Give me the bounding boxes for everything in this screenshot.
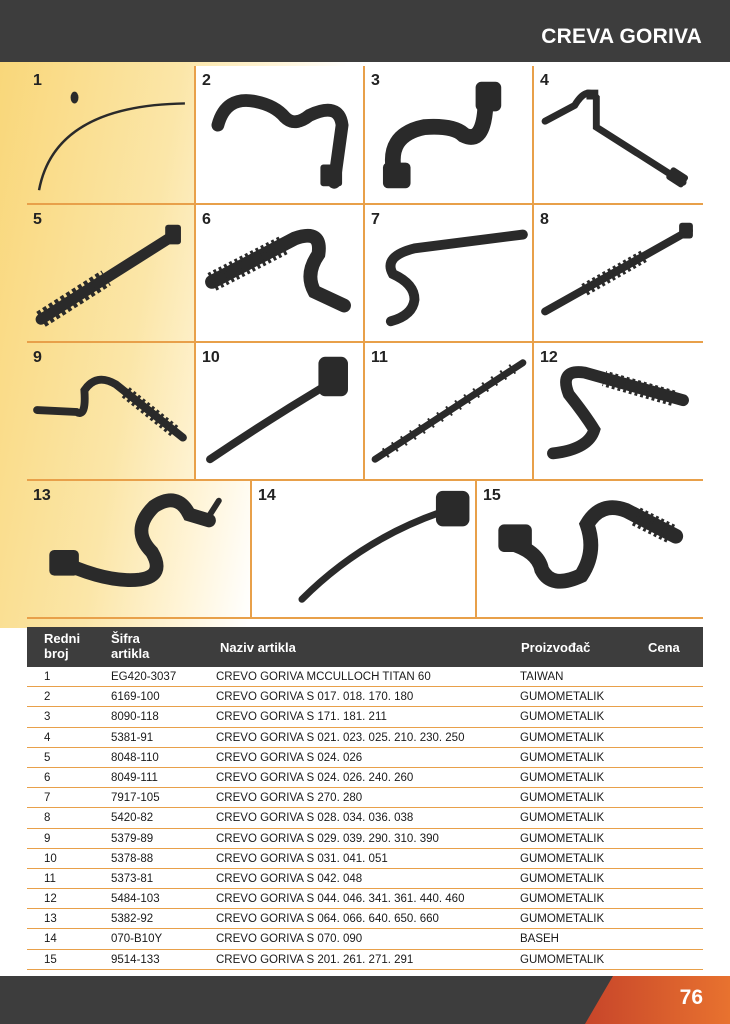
product-number: 8	[540, 211, 549, 228]
row-manufacturer: GUMOMETALIK	[520, 751, 605, 764]
fuel-hose-image	[365, 343, 532, 479]
header-manufacturer: Proizvođač	[521, 640, 591, 655]
row-code: 5373-81	[111, 872, 154, 885]
table-row	[27, 909, 703, 929]
row-code: EG420-3037	[111, 671, 177, 683]
product-cell-7	[365, 205, 534, 343]
row-number: 12	[44, 893, 57, 906]
product-number: 5	[33, 211, 42, 228]
product-number: 14	[258, 487, 276, 504]
product-cell-12	[534, 343, 703, 481]
row-code: 6169-100	[111, 691, 160, 704]
row-name: CREVO GORIVA S 021. 023. 025. 210. 230. 250	[216, 731, 465, 744]
row-name: CREVO GORIVA S 064. 066. 640. 650. 660	[216, 913, 439, 926]
row-number: 6	[44, 771, 51, 784]
product-cell-8	[534, 205, 703, 343]
fuel-hose-image	[365, 205, 532, 341]
row-name: CREVO GORIVA S 028. 034. 036. 038	[216, 812, 414, 825]
table-row	[27, 950, 703, 970]
row-number: 14	[44, 933, 57, 946]
row-name: CREVO GORIVA S 024. 026. 240. 260	[216, 771, 414, 784]
fuel-hose-image	[534, 66, 703, 203]
header-name: Naziv artikla	[220, 640, 296, 655]
row-name: CREVO GORIVA S 029. 039. 290. 310. 390	[216, 832, 439, 845]
row-code: 5381-91	[111, 731, 154, 744]
row-name: CREVO GORIVA S 017. 018. 170. 180	[216, 691, 414, 704]
product-cell-10	[196, 343, 365, 481]
table-row	[27, 667, 703, 687]
row-manufacturer: GUMOMETALIK	[520, 852, 605, 865]
row-manufacturer: GUMOMETALIK	[520, 792, 605, 805]
product-number: 12	[540, 349, 558, 366]
row-manufacturer: BASEH	[520, 933, 559, 946]
row-name: CREVO GORIVA S 044. 046. 341. 361. 440. 460	[216, 893, 465, 906]
row-code: 8048-110	[111, 751, 159, 764]
product-number: 9	[33, 349, 42, 366]
fuel-hose-image	[477, 481, 703, 617]
product-number: 10	[202, 349, 220, 366]
row-number: 3	[44, 711, 51, 724]
table-row	[27, 728, 703, 748]
fuel-hose-image	[196, 205, 363, 341]
row-number: 2	[44, 691, 51, 704]
row-number: 8	[44, 812, 51, 825]
product-cell-3	[365, 66, 534, 205]
fuel-hose-image	[27, 481, 250, 617]
product-cell-5	[27, 205, 196, 343]
product-cell-11	[365, 343, 534, 481]
page-title: CREVA GORIVA	[541, 25, 702, 48]
row-manufacturer: GUMOMETALIK	[520, 711, 605, 724]
row-code: 070-B10Y	[111, 933, 163, 946]
product-grid	[27, 66, 703, 619]
product-number: 1	[33, 72, 42, 89]
row-number: 7	[44, 792, 51, 805]
table-header	[27, 627, 703, 667]
page-header	[0, 0, 730, 62]
fuel-hose-image	[534, 343, 703, 479]
product-number: 15	[483, 487, 501, 504]
table-row	[27, 748, 703, 768]
table-row	[27, 849, 703, 869]
table-row	[27, 869, 703, 889]
row-name: CREVO GORIVA S 024. 026	[216, 751, 363, 764]
product-cell-4	[534, 66, 703, 205]
row-manufacturer: GUMOMETALIK	[520, 812, 605, 825]
row-number: 10	[44, 852, 57, 865]
product-cell-2	[196, 66, 365, 205]
row-number: 4	[44, 731, 51, 744]
fuel-hose-image	[252, 481, 475, 617]
row-name: CREVO GORIVA S 270. 280	[216, 792, 363, 805]
price-table	[27, 627, 703, 970]
row-name: CREVO GORIVA S 171. 181. 211	[216, 711, 387, 724]
row-number: 13	[44, 913, 57, 926]
fuel-hose-image	[27, 66, 194, 203]
page-number: 76	[679, 986, 703, 1009]
product-cell-15	[477, 481, 703, 619]
row-number: 9	[44, 832, 51, 845]
header-number: Redni broj	[44, 631, 81, 661]
row-number: 1	[44, 671, 51, 683]
table-row	[27, 929, 703, 949]
row-number: 5	[44, 751, 51, 764]
row-manufacturer: GUMOMETALIK	[520, 731, 605, 744]
row-manufacturer: GUMOMETALIK	[520, 691, 605, 704]
row-name: CREVO GORIVA MCCULLOCH TITAN 60	[216, 671, 431, 683]
row-code: 5484-103	[111, 893, 160, 906]
product-cell-13	[27, 481, 252, 619]
table-row	[27, 707, 703, 727]
table-row	[27, 889, 703, 909]
product-cell-6	[196, 205, 365, 343]
product-number: 7	[371, 211, 380, 228]
header-code: Šifra artikla	[111, 631, 150, 661]
product-number: 2	[202, 72, 211, 89]
row-code: 5378-88	[111, 852, 154, 865]
row-manufacturer: TAIWAN	[520, 671, 564, 683]
page-footer	[0, 976, 730, 1024]
fuel-hose-image	[534, 205, 703, 341]
row-number: 11	[44, 872, 56, 885]
row-name: CREVO GORIVA S 042. 048	[216, 872, 363, 885]
row-code: 9514-133	[111, 953, 160, 966]
header-price: Cena	[648, 640, 680, 655]
row-code: 5420-82	[111, 812, 154, 825]
row-name: CREVO GORIVA S 031. 041. 051	[216, 852, 388, 865]
row-manufacturer: GUMOMETALIK	[520, 913, 605, 926]
product-number: 6	[202, 211, 211, 228]
row-number: 15	[44, 953, 57, 966]
product-cell-14	[252, 481, 477, 619]
product-number: 3	[371, 72, 380, 89]
product-number: 11	[371, 349, 388, 366]
table-body	[27, 667, 703, 970]
row-code: 5382-92	[111, 913, 154, 926]
product-number: 13	[33, 487, 51, 504]
table-row	[27, 808, 703, 828]
row-manufacturer: GUMOMETALIK	[520, 771, 605, 784]
fuel-hose-image	[196, 66, 363, 203]
fuel-hose-image	[27, 343, 194, 479]
fuel-hose-image	[196, 343, 363, 479]
table-row	[27, 829, 703, 849]
product-number: 4	[540, 72, 549, 89]
row-manufacturer: GUMOMETALIK	[520, 893, 605, 906]
row-name: CREVO GORIVA S 070. 090	[216, 933, 363, 946]
table-row	[27, 687, 703, 707]
row-manufacturer: GUMOMETALIK	[520, 953, 605, 966]
fuel-hose-image	[365, 66, 532, 203]
table-row	[27, 768, 703, 788]
row-code: 8049-111	[111, 771, 158, 784]
footer-accent	[585, 976, 730, 1024]
row-code: 8090-118	[111, 711, 159, 724]
product-cell-9	[27, 343, 196, 481]
product-cell-1	[27, 66, 196, 205]
row-manufacturer: GUMOMETALIK	[520, 872, 605, 885]
row-code: 5379-89	[111, 832, 154, 845]
table-row	[27, 788, 703, 808]
fuel-hose-image	[27, 205, 194, 341]
row-name: CREVO GORIVA S 201. 261. 271. 291	[216, 953, 414, 966]
row-code: 7917-105	[111, 792, 160, 805]
row-manufacturer: GUMOMETALIK	[520, 832, 605, 845]
